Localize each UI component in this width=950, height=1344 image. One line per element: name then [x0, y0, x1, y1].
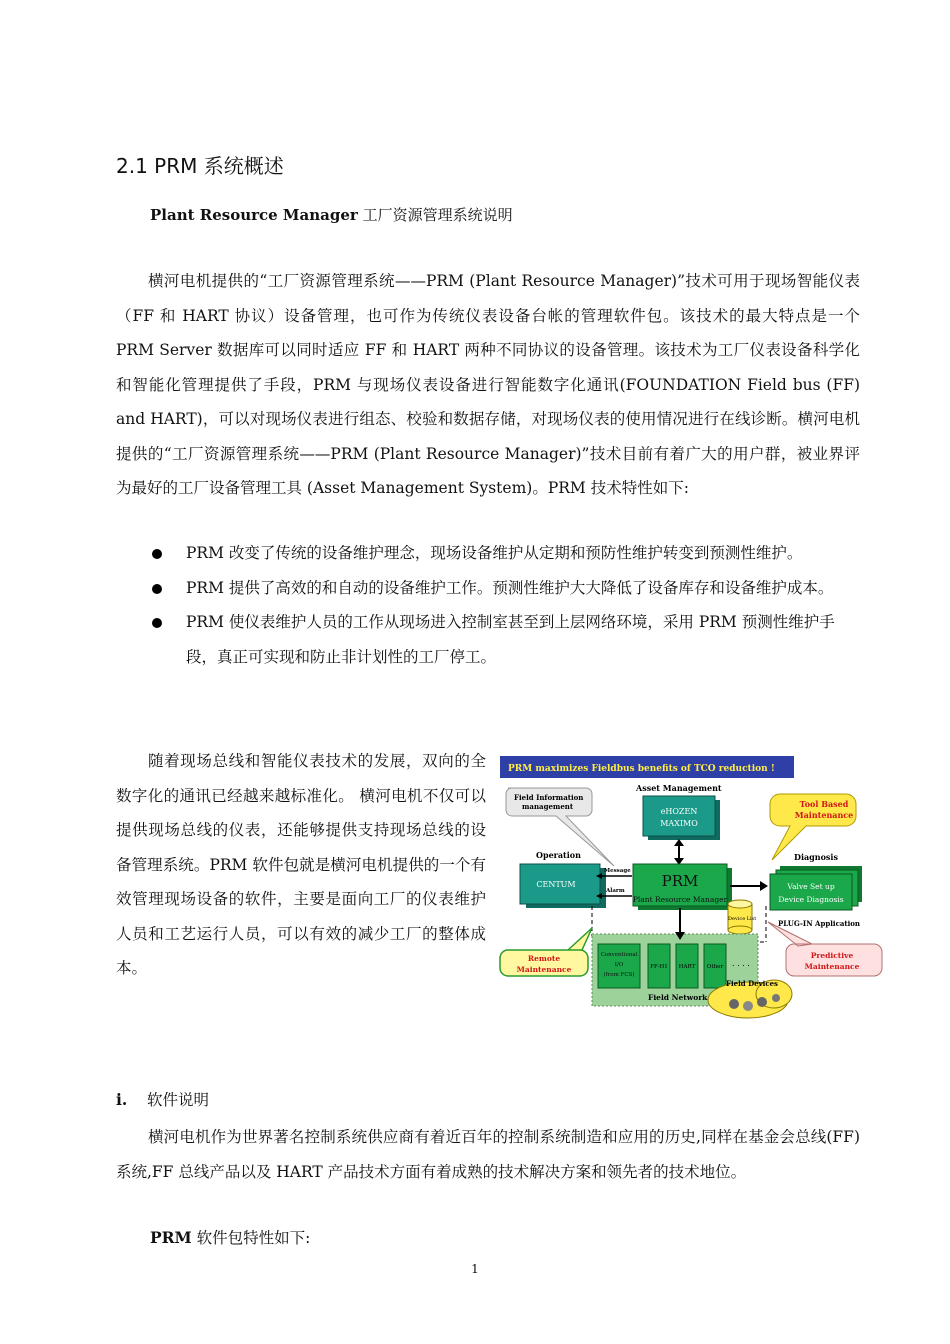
network-dots: . . . .	[732, 959, 750, 968]
conventional-line3: (from FCS)	[603, 972, 635, 978]
device-list-top	[728, 900, 752, 908]
field-device-icon	[772, 994, 780, 1002]
ffh1-label: FF-H1	[650, 964, 668, 970]
list-item	[150, 536, 862, 571]
bullet-text: PRM 使仪表维护人员的工作从现场进入控制室甚至到上层网络环境，采用 PRM 预测性维护手段，真正可实现和防止非计划性的工厂停工。	[186, 613, 835, 666]
software-paragraph	[116, 1120, 860, 1189]
bullet-text: PRM 提供了高效的和自动的设备维护工作。预测性维护大大降低了设备库存和设备维护成本。	[186, 578, 834, 597]
hart-label: HART	[678, 964, 696, 970]
section-heading: 2.1 PRM 系统概述	[116, 154, 284, 178]
bullet-icon	[152, 549, 162, 559]
subtitle-rest: 工厂资源管理系统说明	[357, 206, 513, 224]
field-devices-label: Field Devices	[726, 979, 778, 988]
device-list-label: Device List	[728, 916, 757, 922]
other-label: Other	[706, 964, 724, 970]
bullet-icon	[152, 618, 162, 628]
field-device-icon	[743, 1001, 753, 1011]
page-number: 1	[471, 1262, 479, 1276]
tool-based-line1: Tool Based	[799, 799, 849, 809]
list-item	[150, 571, 862, 606]
field-info-line2: management	[522, 802, 574, 811]
field-device-icon	[729, 999, 739, 1009]
section-i-title: 软件说明	[147, 1091, 210, 1109]
asset-box	[643, 796, 715, 836]
device-list-bottom	[728, 926, 752, 934]
features-bold: PRM	[150, 1228, 192, 1247]
section-i	[116, 1088, 209, 1110]
asset-box-line2: MAXIMO	[660, 819, 698, 828]
asset-mgmt-title: Asset Management	[636, 783, 722, 793]
bullet-list	[150, 536, 862, 674]
conventional-line1: Conventional	[600, 952, 638, 958]
diag-box	[770, 874, 852, 910]
bullet-text: PRM 改变了传统的设备维护理念，现场设备维护从定期和预防性维护转变到预测性维护。	[186, 544, 803, 562]
alarm-label: Alarm	[606, 888, 625, 894]
conventional-line2: I/O	[614, 962, 624, 968]
prm-subtitle: Plant Resource Manager	[632, 895, 728, 904]
field-network-label: Field Network	[648, 993, 708, 1002]
centum-label: CENTUM	[536, 880, 576, 889]
field-device-icon	[757, 997, 767, 1007]
intro-paragraph	[116, 264, 860, 506]
software-text: 横河电机作为世界著名控制系统供应商有着近百年的控制系统制造和应用的历史,同样在基金会总线(FF)系统,FF 总线产品以及 HART 产品技术方面有着成熟的技术解决方案和领先者的技术地位。	[116, 1128, 860, 1181]
asset-arrow-head-up	[674, 839, 684, 846]
diag-arrow-head	[760, 881, 768, 891]
side-paragraph	[116, 744, 486, 986]
side-text: 随着现场总线和智能仪表技术的发展，双向的全数字化的通讯已经越来越标准化。 横河电机不仅可以提供现场总线的仪表，还能够提供支持现场总线的设备管理系统。PRM 软件包就是横河电机提供的一个有效管理现场设备的软件，主要是面向工厂的仪表维护人员和工艺运行人员，可以有效的减少工厂的整体成本。	[116, 752, 486, 977]
features-rest: 软件包特性如下:	[191, 1229, 311, 1247]
subtitle-bold: Plant Resource Manager	[150, 206, 358, 224]
message-label: Message	[604, 868, 631, 874]
field-info-line1: Field Information	[514, 793, 584, 802]
diag-box-line2: Device Diagnosis	[778, 895, 844, 904]
predictive-line1: Predictive	[810, 951, 854, 960]
prm-diagram	[498, 756, 886, 1021]
remote-line1: Remote	[527, 954, 561, 963]
predictive-line2: Maintenance	[804, 962, 860, 971]
tool-based-line2: Maintenance	[794, 810, 854, 820]
prm-title: PRM	[661, 872, 699, 890]
asset-box-line1: eHOZEN	[660, 807, 698, 816]
remote-line2: Maintenance	[516, 965, 572, 974]
plugin-label: PLUG-IN Application	[778, 919, 861, 928]
list-item	[150, 605, 862, 674]
diag-box-line1: Valve Set up	[787, 882, 835, 891]
diagnosis-title: Diagnosis	[794, 852, 838, 862]
intro-text: 横河电机提供的“工厂资源管理系统——PRM (Plant Resource Manager)”技术可用于现场智能仪表（FF 和 HART 协议）设备管理，也可作为传统仪表设备台帐的管理软件包。该技术的最大特点是一个 PRM Server 数据库可以同时适应 FF 和 HART 两种不同协议的设备管理。该技术为工厂仪表设备科学化和智能化管理提供了手段，PRM 与现场仪表设备进行智能数字化通讯(FOUNDATION Field bus (FF) and HART)，可以对现场仪表进行组态、校验和数据存储，对现场仪表的使用情况进行在线诊断。横河电机提供的“工厂资源管理系统——PRM (Plant Resource Manager)”技术目前有着广大的用户群，被业界评为最好的工厂设备管理工具 (Asset Management System)。PRM 技术特性如下:	[116, 272, 860, 497]
section-i-label: i.	[116, 1090, 128, 1109]
features-heading	[150, 1226, 310, 1248]
operation-title: Operation	[536, 850, 581, 860]
bullet-icon	[152, 584, 162, 594]
banner-text: PRM maximizes Fieldbus benefits of TCO reduction !	[508, 764, 775, 774]
subtitle	[150, 204, 513, 225]
